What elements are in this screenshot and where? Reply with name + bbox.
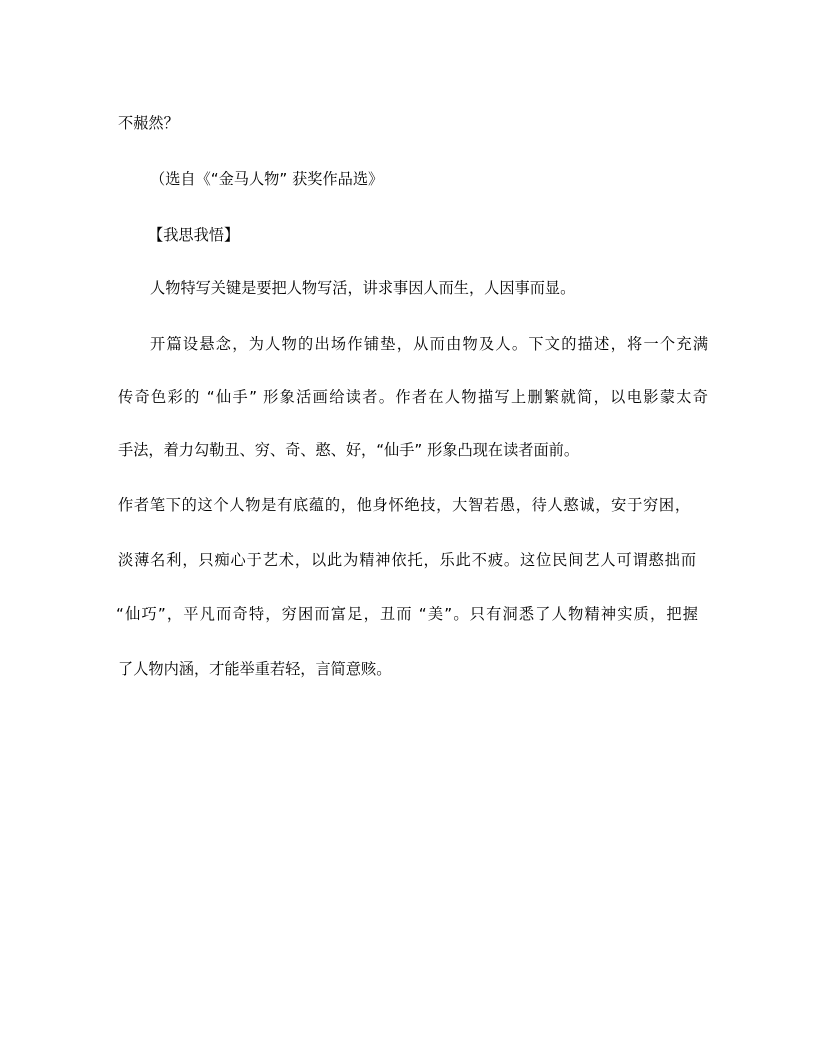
paragraph-line: 手法，着力勾勒丑、穷、奇、憨、好，“仙手” 形象凸现在读者面前。 — [118, 441, 580, 459]
paragraph-line: 淡薄名利，只痴心于艺术，以此为精神依托，乐此不疲。这位民间艺人可谓憨拙而 — [118, 551, 696, 569]
text-line: 不赧然？ — [118, 114, 179, 132]
section-heading: 【我思我悟】 — [148, 226, 240, 244]
source-citation: （选自《“金马人物” 获奖作品选》 — [150, 170, 384, 188]
paragraph-line: 传奇色彩的 “仙手” 形象活画给读者。作者在人物描写上删繁就简，以电影蒙太奇 — [118, 388, 708, 406]
paragraph-line: 人物特写关键是要把人物写活，讲求事因人而生，人因事而显。 — [150, 279, 576, 297]
paragraph-line: 了人物内涵，才能举重若轻，言简意赅。 — [118, 660, 392, 678]
paragraph-line: 开篇设悬念，为人物的出场作铺垫，从而由物及人。下文的描述，将一个充满 — [150, 335, 708, 353]
paragraph-line: “仙巧”，平凡而奇特，穷困而富足，丑而 “美”。只有洞悉了人物精神实质，把握 — [116, 605, 698, 623]
paragraph-line: 作者笔下的这个人物是有底蕴的，他身怀绝技，大智若愚，待人憨诚，安于穷困， — [118, 496, 690, 514]
